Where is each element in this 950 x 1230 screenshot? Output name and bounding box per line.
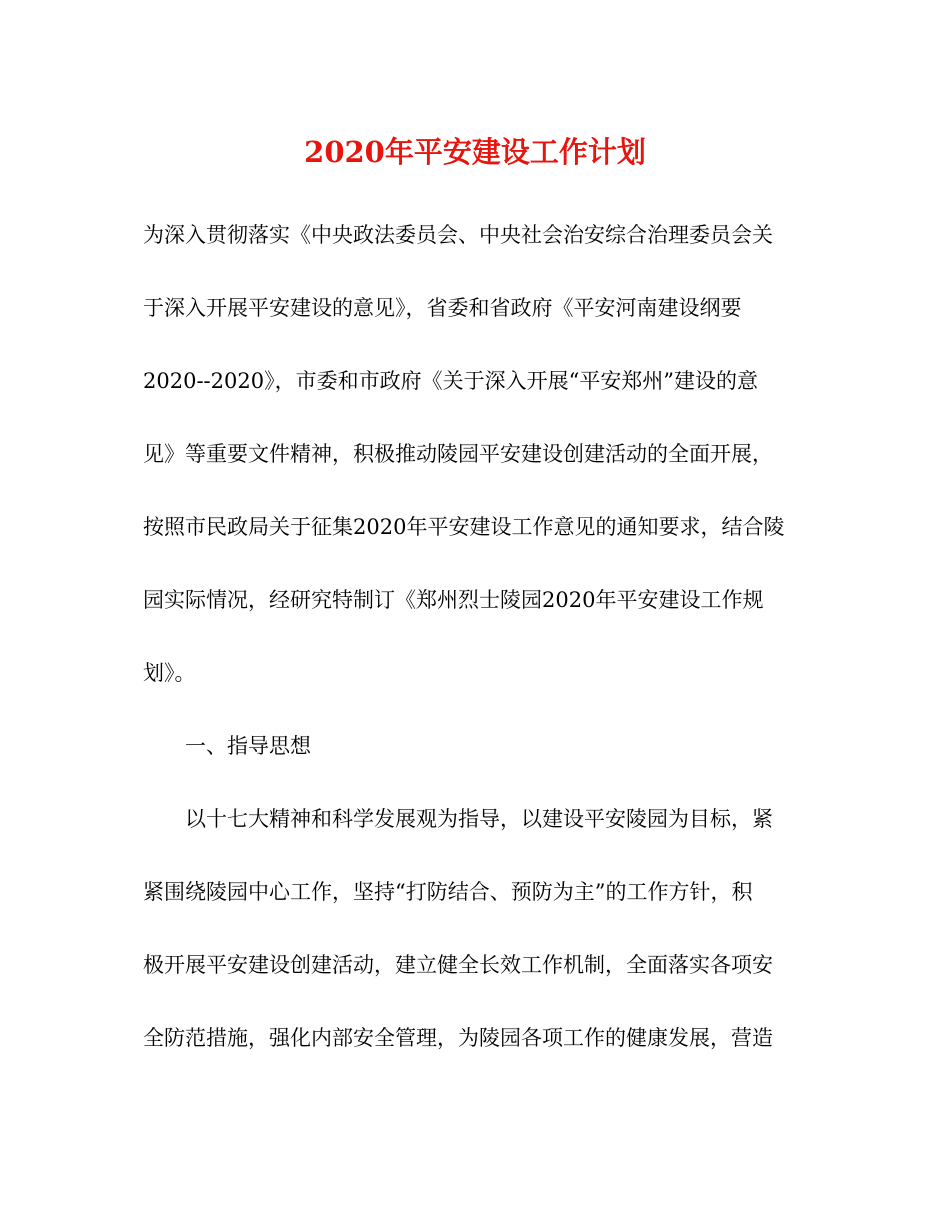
paragraph-line: 划》。 [143,661,196,685]
section-heading: 一、指导思想 [185,734,311,758]
paragraph-line: 为深入贯彻落实《中央政法委员会、中央社会治安综合治理委员会关 [143,223,773,247]
paragraph-line: 按照市民政局关于征集2020年平安建设工作意见的通知要求，结合陵 [143,515,785,539]
document-title: 2020年平安建设工作计划 [304,135,646,169]
paragraph-line: 以十七大精神和科学发展观为指导，以建设平安陵园为目标，紧 [185,807,773,831]
paragraph-line: 见》等重要文件精神，积极推动陵园平安建设创建活动的全面开展， [143,442,773,466]
paragraph-line: 于深入开展平安建设的意见》，省委和省政府《平安河南建设纲要 [143,296,742,320]
paragraph-line: 极开展平安建设创建活动，建立健全长效工作机制，全面落实各项安 [143,953,773,977]
paragraph-line: 全防范措施，强化内部安全管理，为陵园各项工作的健康发展，营造 [143,1026,773,1050]
paragraph-line: 园实际情况，经研究特制订《郑州烈士陵园2020年平安建设工作规 [143,588,764,612]
paragraph-line: 紧围绕陵园中心工作，坚持“打防结合、预防为主”的工作方针，积 [143,880,753,904]
paragraph-line: 2020--2020》，市委和市政府《关于深入开展“平安郑州”建设的意 [143,369,759,393]
